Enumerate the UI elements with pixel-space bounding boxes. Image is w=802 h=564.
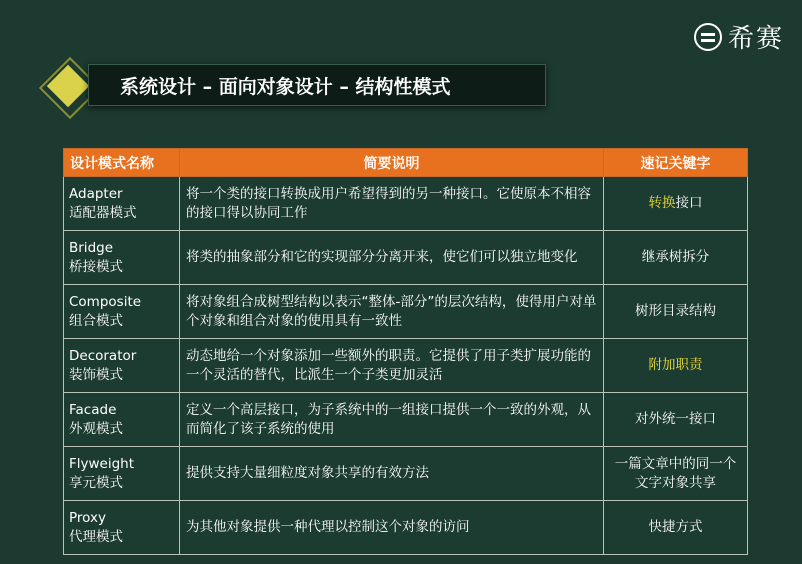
table-row [64, 501, 748, 555]
pattern-table [63, 148, 748, 555]
description-cell: 定义一个高层接口，为子系统中的一组接口提供一个一致的外观，从而简化了该子系统的使用 [180, 393, 604, 447]
keyword-cell [604, 177, 748, 231]
pattern-name-cn: 外观模式 [69, 420, 123, 437]
pattern-name-cell [64, 231, 180, 285]
description-cell: 将对象组合成树型结构以表示“整体-部分”的层次结构，使得用户对单个对象和组合对象的使用具有一致性 [180, 285, 604, 339]
pattern-name-cn: 代理模式 [69, 528, 123, 545]
pattern-name-cn: 桥接模式 [69, 258, 123, 275]
keyword-text: 一篇文章中的同一个文字对象共享 [614, 455, 737, 491]
pattern-name-en: Composite [69, 293, 142, 310]
pattern-name-cell [64, 339, 180, 393]
keyword-text: 接口 [675, 195, 703, 211]
pattern-name-cell [64, 285, 180, 339]
pattern-name-en: Decorator [69, 347, 137, 364]
keyword-cell [604, 393, 748, 447]
slide-title: 系统设计 – 面向对象设计 – 结构性模式 [120, 76, 451, 98]
table-row [64, 447, 748, 501]
table-row [64, 231, 748, 285]
pattern-name-cn: 装饰模式 [69, 366, 123, 383]
pattern-name-cell [64, 177, 180, 231]
pattern-name-en: Facade [69, 401, 117, 418]
logo-text: 希赛 [727, 24, 784, 54]
keyword-text: 快捷方式 [648, 519, 703, 535]
pattern-name-en: Adapter [69, 185, 123, 202]
logo-mark-icon [694, 23, 722, 51]
keyword-text: 树形目录结构 [635, 303, 716, 319]
pattern-name-cell [64, 447, 180, 501]
table-header-row [64, 149, 748, 177]
keyword-cell [604, 231, 748, 285]
description-cell: 为其他对象提供一种代理以控制这个对象的访问 [180, 501, 604, 555]
table-row [64, 393, 748, 447]
pattern-name-en: Flyweight [69, 455, 135, 472]
pattern-name-en: Proxy [69, 509, 106, 526]
keyword-text: 对外统一接口 [635, 411, 716, 427]
pattern-name-cell [64, 393, 180, 447]
keyword-cell [604, 285, 748, 339]
table-row [64, 339, 748, 393]
keyword-cell [604, 501, 748, 555]
pattern-name-cn: 适配器模式 [69, 204, 137, 221]
description-cell: 提供支持大量细粒度对象共享的有效方法 [180, 447, 604, 501]
keyword-highlight: 转换 [648, 195, 676, 211]
header-pattern-name: 设计模式名称 [64, 149, 180, 177]
pattern-name-en: Bridge [69, 239, 114, 256]
keyword-cell [604, 339, 748, 393]
header-keyword: 速记关键字 [604, 149, 748, 177]
description-cell: 动态地给一个对象添加一些额外的职责。它提供了用子类扩展功能的一个灵活的替代，比派生一个子类更加灵活 [180, 339, 604, 393]
keyword-cell [604, 447, 748, 501]
header-description: 简要说明 [180, 149, 604, 177]
table-row [64, 177, 748, 231]
pattern-name-cn: 享元模式 [69, 474, 123, 491]
description-cell: 将一个类的接口转换成用户希望得到的另一种接口。它使原本不相容的接口得以协同工作 [180, 177, 604, 231]
description-cell: 将类的抽象部分和它的实现部分分离开来，使它们可以独立地变化 [180, 231, 604, 285]
keyword-text: 继承树拆分 [641, 249, 710, 265]
pattern-name-cell [64, 501, 180, 555]
table-row [64, 285, 748, 339]
pattern-name-cn: 组合模式 [69, 312, 123, 329]
keyword-highlight: 附加职责 [648, 357, 703, 373]
brand-logo [694, 18, 784, 55]
